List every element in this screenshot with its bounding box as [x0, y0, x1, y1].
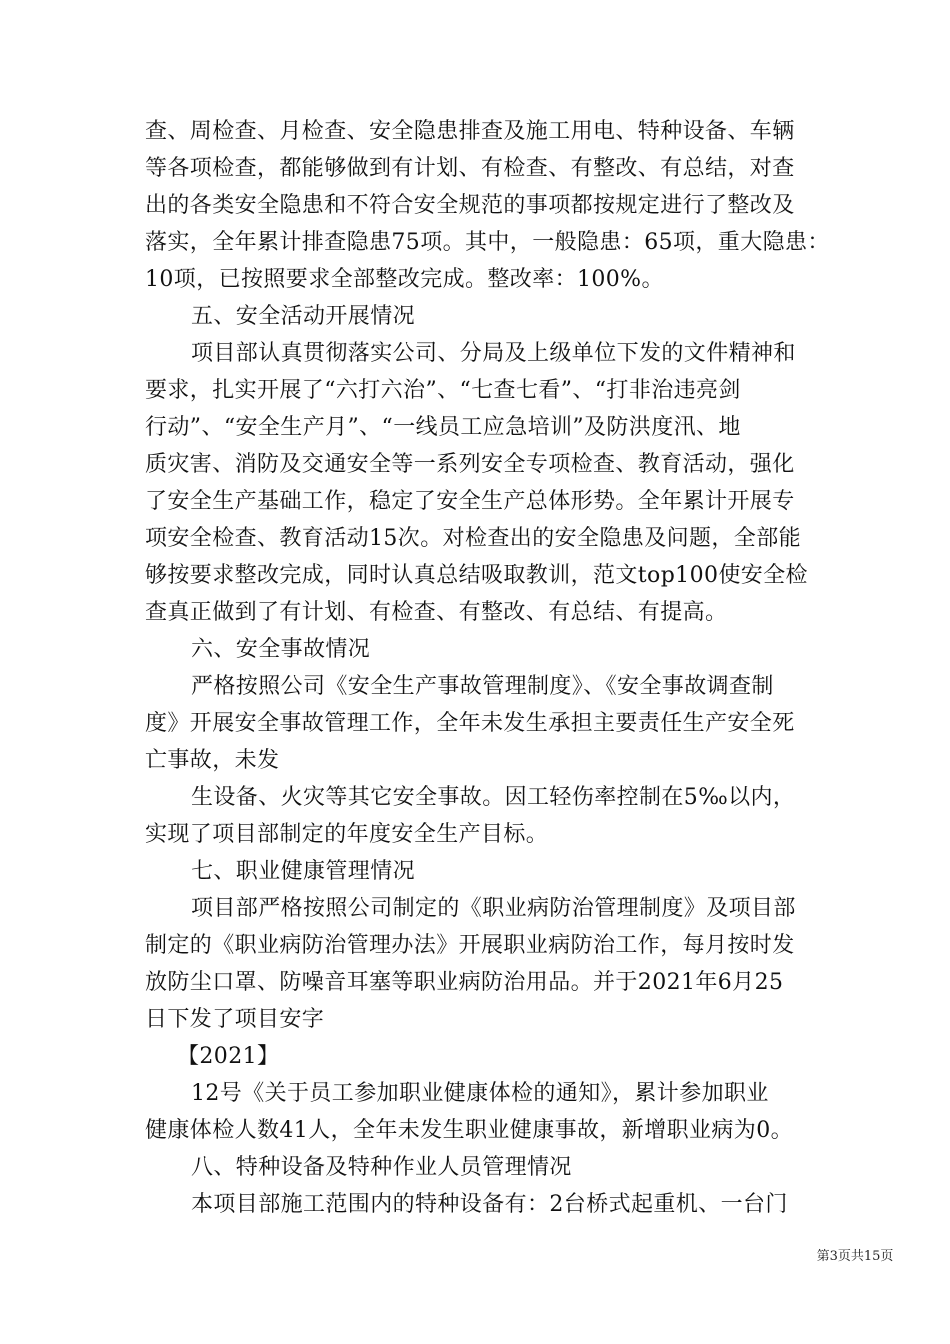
paragraph-line: 严格按照公司《安全生产事故管理制度》、《安全事故调查制 — [191, 674, 774, 699]
paragraph-line: 项目部严格按照公司制定的《职业病防治管理制度》及项目部 — [191, 896, 796, 921]
paragraph-line: 够按要求整改完成，同时认真总结吸取教训，范文top100使安全检 — [145, 563, 808, 588]
document-body — [145, 113, 830, 1223]
paragraph-line: 实现了项目部制定的年度安全生产目标。 — [145, 822, 549, 847]
paragraph-line: 质灾害、消防及交通安全等一系列安全专项检查、教育活动，强化 — [145, 452, 795, 477]
paragraph-line: 出的各类安全隐患和不符合安全规范的事项都按规定进行了整改及 — [145, 193, 795, 218]
paragraph-line: 了安全生产基础工作，稳定了安全生产总体形势。全年累计开展专 — [145, 489, 795, 514]
paragraph-line: 制定的《职业病防治管理办法》开展职业病防治工作，每月按时发 — [145, 933, 795, 958]
paragraph-line: 本项目部施工范围内的特种设备有：2台桥式起重机、一台门 — [191, 1192, 788, 1217]
paragraph-line: 生设备、火灾等其它安全事故。因工轻伤率控制在5‰以内， — [191, 785, 796, 810]
paragraph-line: 日下发了项目安字 — [145, 1007, 325, 1032]
section-heading: 七、职业健康管理情况 — [191, 859, 416, 884]
paragraph-line: 行动”、“安全生产月”、“一线员工应急培训”及防洪度汛、地 — [145, 415, 741, 440]
section-heading: 五、安全活动开展情况 — [191, 304, 416, 329]
page-number-footer: 第3页共15页 — [816, 1249, 894, 1264]
paragraph-line: 项目部认真贯彻落实公司、分局及上级单位下发的文件精神和 — [191, 341, 796, 366]
paragraph-line: 落实，全年累计排查隐患75项。其中，一般隐患：65项，重大隐患： — [145, 230, 830, 255]
paragraph-line: 等各项检查，都能够做到有计划、有检查、有整改、有总结，对查 — [145, 156, 795, 181]
paragraph-line: 要求，扎实开展了“六打六治”、“七查七看”、“打非治违亮剑 — [145, 378, 741, 403]
paragraph-line: 10项，已按照要求全部整改完成。整改率：100%。 — [145, 267, 664, 292]
paragraph-line: 查、周检查、月检查、安全隐患排查及施工用电、特种设备、车辆 — [145, 119, 795, 144]
paragraph-line: 放防尘口罩、防噪音耳塞等职业病防治用品。并于2021年6月25 — [145, 970, 784, 995]
paragraph-line: 度》开展安全事故管理工作，全年未发生承担主要责任生产安全死 — [145, 711, 795, 736]
document-number-year: 【2021】 — [177, 1044, 280, 1069]
paragraph-line: 亡事故，未发 — [145, 748, 280, 773]
paragraph-line: 项安全检查、教育活动15次。对检查出的安全隐患及问题，全部能 — [145, 526, 801, 551]
section-heading: 六、安全事故情况 — [191, 637, 371, 662]
section-heading: 八、特种设备及特种作业人员管理情况 — [191, 1155, 572, 1180]
paragraph-line: 健康体检人数41人，全年未发生职业健康事故，新增职业病为0。 — [145, 1118, 793, 1143]
paragraph-line: 查真正做到了有计划、有检查、有整改、有总结、有提高。 — [145, 600, 728, 625]
paragraph-line: 12号《关于员工参加职业健康体检的通知》，累计参加职业 — [191, 1081, 769, 1106]
